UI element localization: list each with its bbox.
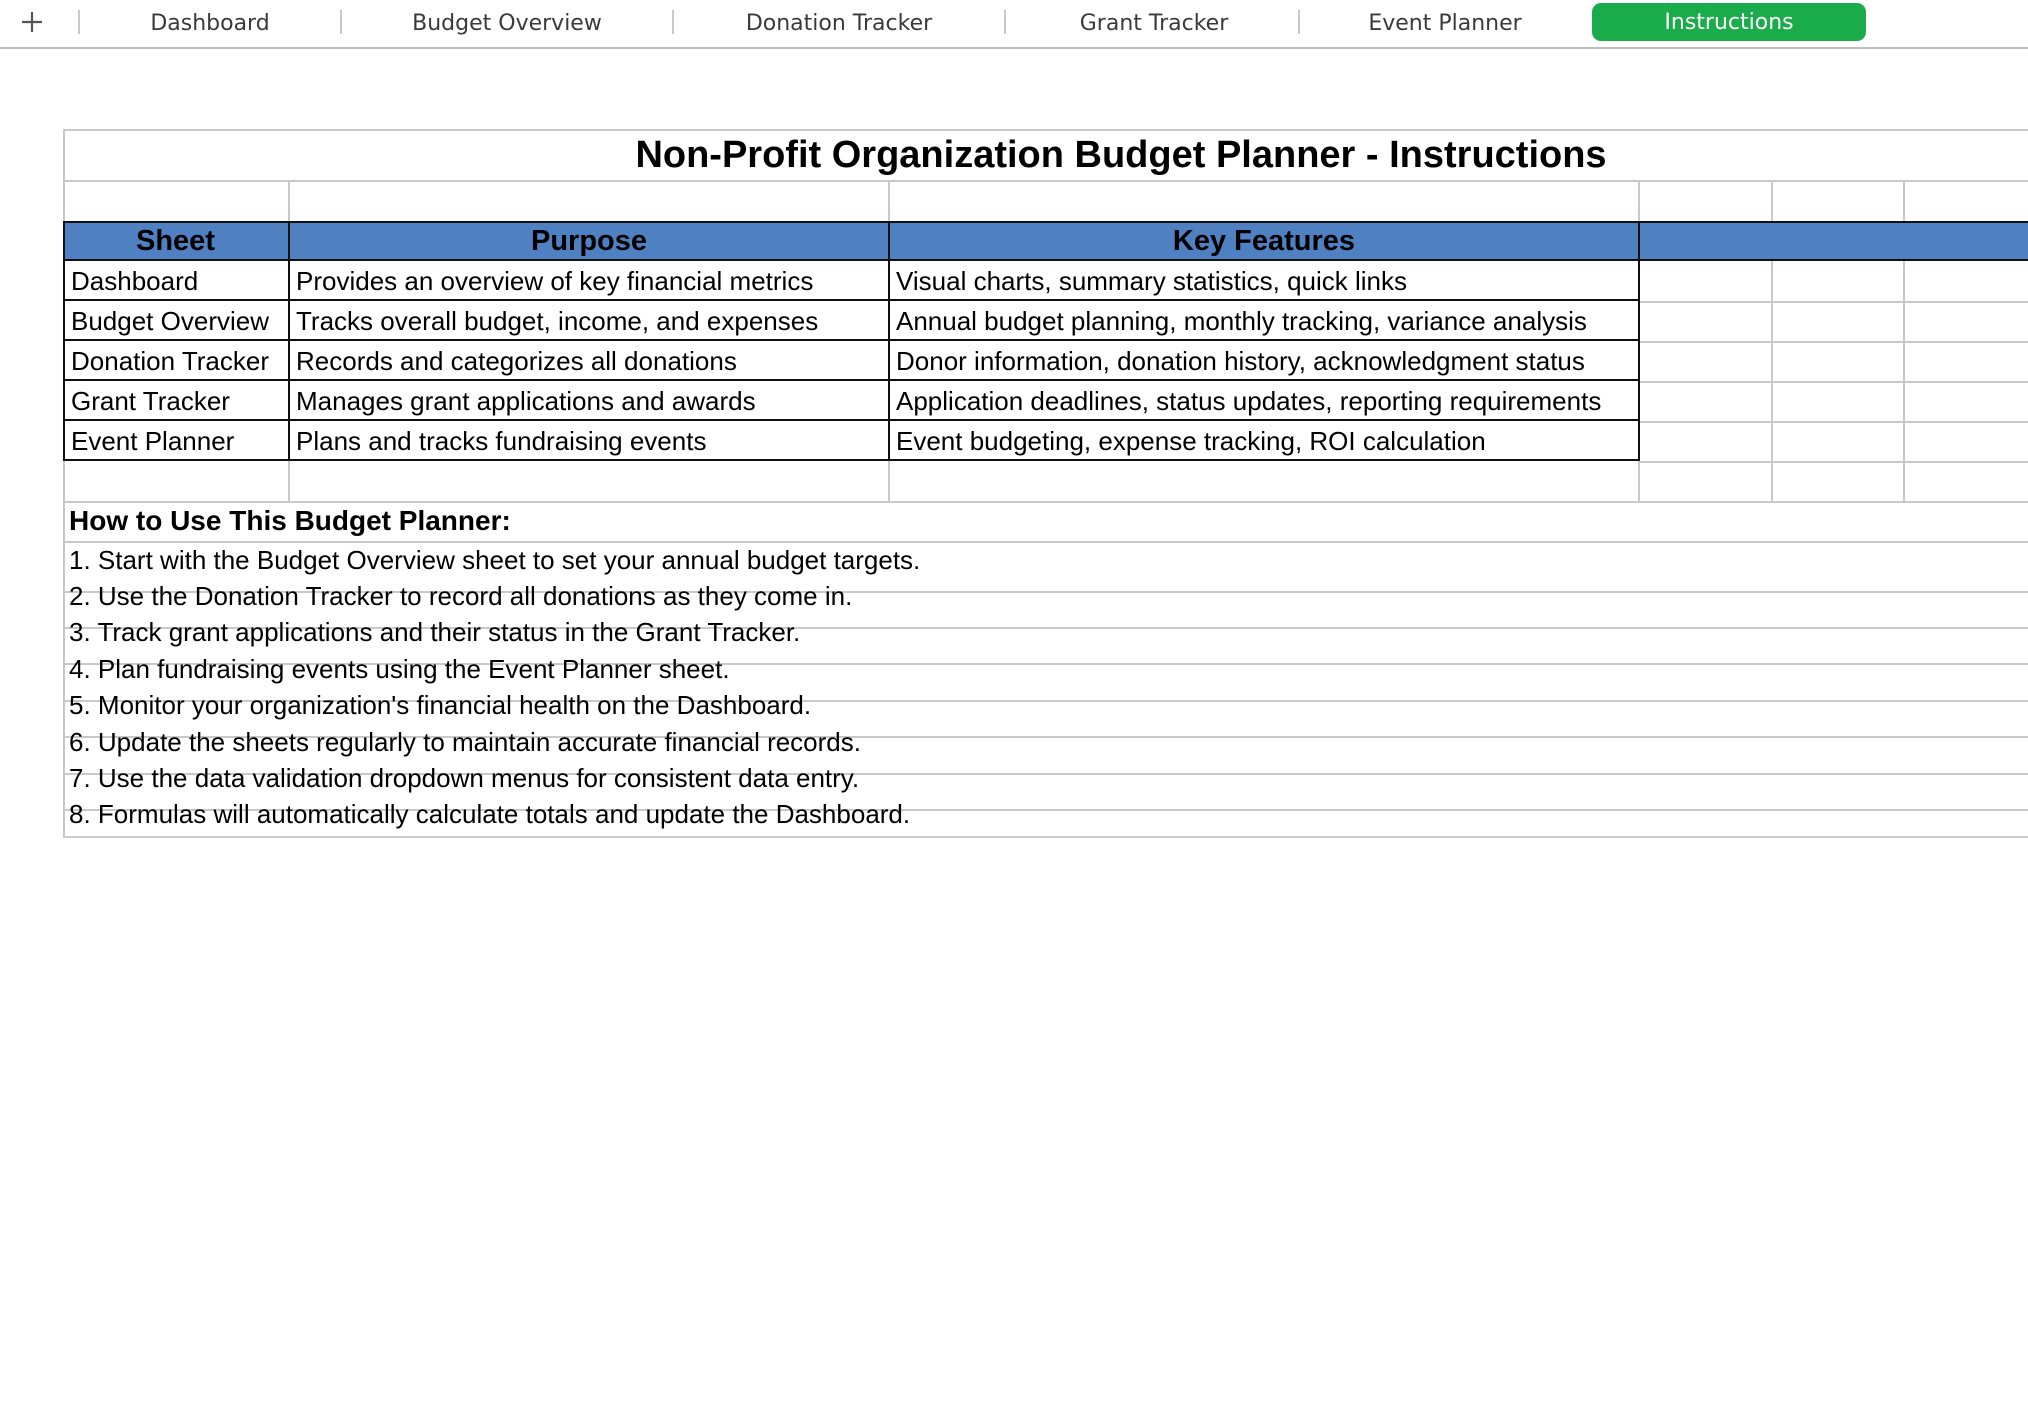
grid-line xyxy=(1638,461,2028,463)
tab-separator xyxy=(78,10,80,34)
instruction-step[interactable]: 1. Start with the Budget Overview sheet to set your annual budget targets. xyxy=(69,544,921,575)
tab-separator xyxy=(672,10,674,34)
table-border xyxy=(1638,221,1640,461)
table-cell[interactable]: Application deadlines, status updates, reporting requirements xyxy=(896,385,1602,416)
tab-separator xyxy=(340,10,342,34)
instruction-step[interactable]: 2. Use the Donation Tracker to record all donations as they come in. xyxy=(69,580,853,611)
instructions-sheet xyxy=(63,129,2028,838)
table-cell[interactable]: Event Planner xyxy=(71,425,235,456)
table-cell[interactable]: Grant Tracker xyxy=(71,385,230,416)
sheet-title[interactable]: Non-Profit Organization Budget Planner - Instructions xyxy=(635,133,1607,176)
add-sheet-button[interactable] xyxy=(18,6,46,38)
header-purpose[interactable]: Purpose xyxy=(530,224,648,257)
table-cell[interactable]: Plans and tracks fundraising events xyxy=(296,425,707,456)
tab-instructions[interactable]: Instructions xyxy=(1592,3,1866,41)
grid-line xyxy=(288,461,290,501)
table-cell[interactable]: Budget Overview xyxy=(71,305,269,336)
grid-line xyxy=(1638,180,1640,221)
header-sheet[interactable]: Sheet xyxy=(136,224,215,257)
table-cell[interactable]: Provides an overview of key financial metrics xyxy=(296,265,814,296)
table-cell[interactable]: Annual budget planning, monthly tracking, variance analysis xyxy=(896,305,1587,336)
table-cell[interactable]: Donation Tracker xyxy=(71,345,269,376)
table-cell[interactable]: Event budgeting, expense tracking, ROI calculation xyxy=(896,425,1486,456)
tab-budget-overview[interactable]: Budget Overview xyxy=(412,10,602,36)
instruction-step[interactable]: 4. Plan fundraising events using the Event Planner sheet. xyxy=(69,653,730,684)
grid-line xyxy=(1771,180,1773,221)
instruction-step[interactable]: 6. Update the sheets regularly to maintain accurate financial records. xyxy=(69,726,861,757)
grid-line xyxy=(288,180,290,221)
plus-icon xyxy=(20,10,44,34)
table-cell[interactable]: Dashboard xyxy=(71,265,199,296)
table-cell[interactable]: Manages grant applications and awards xyxy=(296,385,756,416)
instruction-step[interactable]: 5. Monitor your organization's financial health on the Dashboard. xyxy=(69,689,812,720)
instruction-step[interactable]: 3. Track grant applications and their status in the Grant Tracker. xyxy=(69,616,801,647)
grid-line xyxy=(888,461,890,501)
grid-line xyxy=(63,836,2028,838)
header-key-features[interactable]: Key Features xyxy=(1172,224,1356,257)
tab-event-planner[interactable]: Event Planner xyxy=(1368,10,1522,36)
tab-grant-tracker[interactable]: Grant Tracker xyxy=(1079,10,1229,36)
howto-heading[interactable]: How to Use This Budget Planner: xyxy=(69,505,511,536)
table-cell[interactable]: Donor information, donation history, acknowledgment status xyxy=(896,345,1585,376)
table-cell[interactable]: Records and categorizes all donations xyxy=(296,345,737,376)
grid-line xyxy=(1903,180,1905,221)
grid-line xyxy=(1638,421,2028,423)
instruction-step[interactable]: 7. Use the data validation dropdown menus for consistent data entry. xyxy=(69,762,860,793)
grid-line xyxy=(888,180,890,221)
sheet-tab-bar xyxy=(0,0,2028,49)
instruction-step[interactable]: 8. Formulas will automatically calculate totals and update the Dashboard. xyxy=(69,798,911,829)
tab-separator xyxy=(1004,10,1006,34)
table-cell[interactable]: Visual charts, summary statistics, quick links xyxy=(896,265,1407,296)
tab-separator xyxy=(1298,10,1300,34)
table-cell[interactable]: Tracks overall budget, income, and expenses xyxy=(296,305,819,336)
tab-donation-tracker[interactable]: Donation Tracker xyxy=(745,10,933,36)
grid-line xyxy=(1638,381,2028,383)
grid-line xyxy=(1638,301,2028,303)
grid-line xyxy=(1638,341,2028,343)
tab-dashboard[interactable]: Dashboard xyxy=(150,10,270,36)
